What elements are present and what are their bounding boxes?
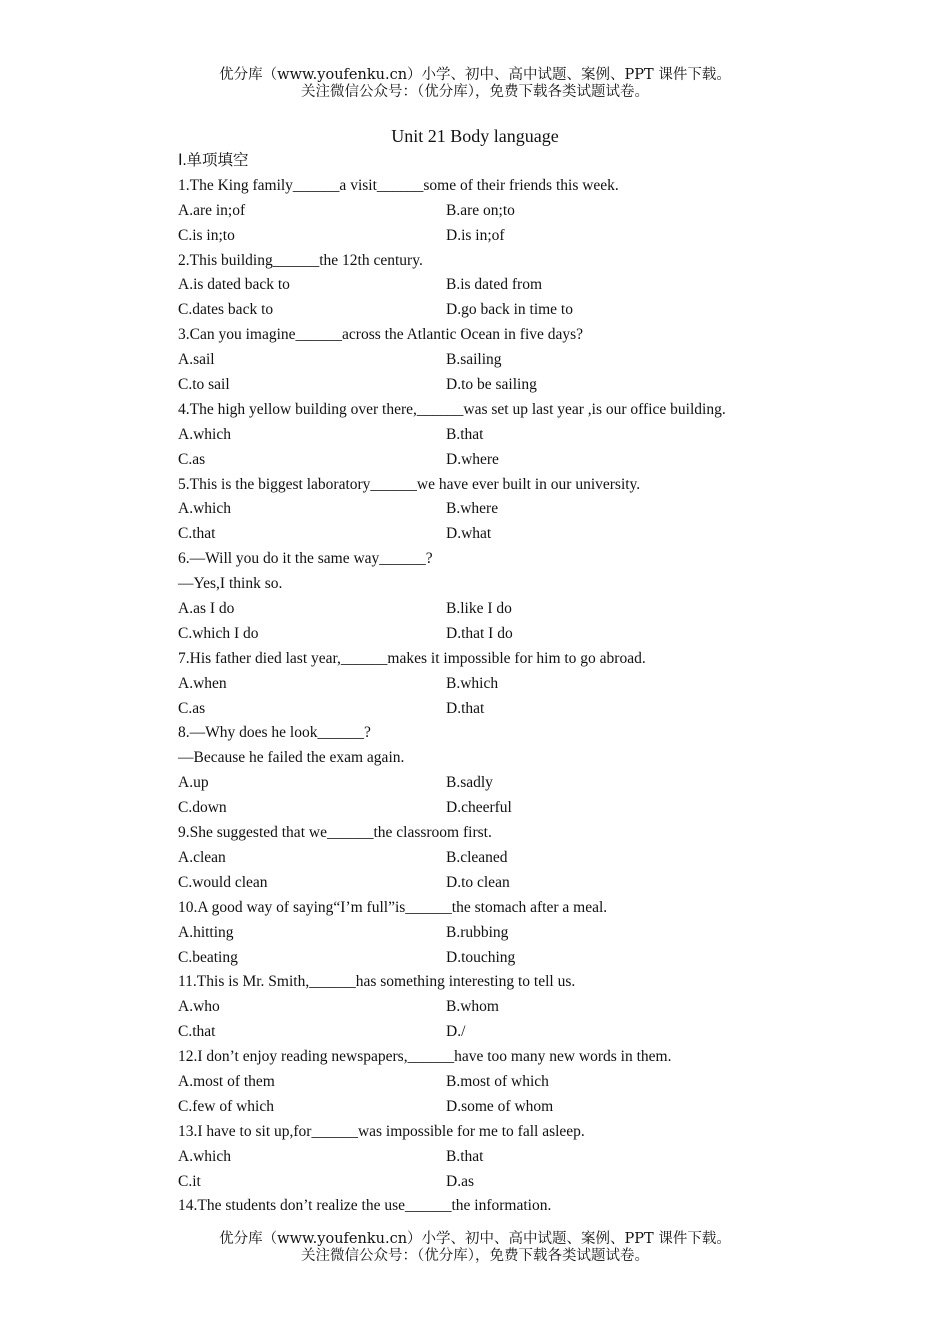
- answer-option: A.which: [178, 1147, 231, 1165]
- answer-option: C.as: [178, 699, 206, 717]
- option-row: [178, 597, 818, 622]
- answer-option: D.where: [446, 450, 499, 468]
- answer-option: D.cheerful: [446, 799, 512, 817]
- question-stem: 7.His father died last year,______makes it impossible for him to go abroad.: [178, 649, 646, 667]
- answer-option: C.would clean: [178, 873, 268, 891]
- answer-option: A.who: [178, 998, 220, 1016]
- section-heading: Ⅰ.单项填空: [178, 152, 249, 169]
- question-stem: 4.The high yellow building over there,______was set up last year ,is our office building.: [178, 400, 726, 418]
- option-row: [178, 871, 818, 896]
- option-row: [178, 1170, 818, 1195]
- answer-option: C.few of which: [178, 1097, 274, 1115]
- answer-option: D.to be sailing: [446, 376, 537, 394]
- answer-option: A.clean: [178, 848, 226, 866]
- page-header: [0, 67, 950, 101]
- footer-line-2: 关注微信公众号：（优分库），免费下载各类试题试卷。: [301, 1248, 649, 1264]
- answer-option: B.that: [446, 425, 484, 443]
- answer-option: D.go back in time to: [446, 301, 573, 319]
- option-row: [178, 1095, 818, 1120]
- answer-option: A.which: [178, 500, 231, 518]
- answer-option: B.where: [446, 500, 499, 518]
- question-stem: 10.A good way of saying“I’m full”is______the stomach after a meal.: [178, 898, 608, 916]
- answer-option: C.as: [178, 450, 206, 468]
- option-row: [178, 497, 818, 522]
- answer-option: D.some of whom: [446, 1097, 554, 1115]
- question-stem: 12.I don’t enjoy reading newspapers,______have too many new words in them.: [178, 1048, 672, 1066]
- option-row: [178, 995, 818, 1020]
- option-row: [178, 423, 818, 448]
- option-row: [178, 448, 818, 473]
- answer-option: B.whom: [446, 998, 499, 1016]
- option-row: [178, 273, 818, 298]
- question-stem: 2.This building______the 12th century.: [178, 251, 423, 269]
- option-row: [178, 298, 818, 323]
- answer-option: A.when: [178, 674, 227, 692]
- answer-option: A.up: [178, 774, 209, 792]
- answer-option: D.to clean: [446, 873, 510, 891]
- header-line-2: 关注微信公众号：（优分库），免费下载各类试题试卷。: [301, 84, 649, 100]
- option-row: [178, 697, 818, 722]
- answer-option: C.that: [178, 525, 216, 543]
- question-dialogue-line: —Because he failed the exam again.: [178, 749, 405, 767]
- answer-option: A.which: [178, 425, 231, 443]
- option-row: [178, 373, 818, 398]
- answer-option: B.sadly: [446, 774, 493, 792]
- page-title: Unit 21 Body language: [391, 126, 559, 146]
- answer-option: B.which: [446, 674, 499, 692]
- answer-option: D.as: [446, 1172, 474, 1190]
- answer-option: A.most of them: [178, 1072, 275, 1090]
- answer-option: D.touching: [446, 948, 516, 966]
- answer-option: D.that I do: [446, 624, 513, 642]
- answer-option: A.as I do: [178, 600, 235, 618]
- answer-option: C.is in;to: [178, 226, 235, 244]
- option-row: [178, 1020, 818, 1045]
- question-list: [178, 149, 818, 1219]
- answer-option: C.down: [178, 799, 227, 817]
- option-row: [178, 771, 818, 796]
- answer-option: C.it: [178, 1172, 201, 1190]
- answer-option: C.to sail: [178, 376, 230, 394]
- answer-option: B.sailing: [446, 351, 502, 369]
- answer-option: B.rubbing: [446, 923, 509, 941]
- option-row: [178, 921, 818, 946]
- answer-option: A.are in;of: [178, 201, 246, 219]
- answer-option: A.hitting: [178, 923, 234, 941]
- question-dialogue-line: —Yes,I think so.: [178, 575, 283, 593]
- answer-option: C.beating: [178, 948, 238, 966]
- answer-option: C.that: [178, 1023, 216, 1041]
- question-stem: 3.Can you imagine______across the Atlantic Ocean in five days?: [178, 326, 584, 344]
- question-stem: 13.I have to sit up,for______was impossible for me to fall asleep.: [178, 1122, 585, 1140]
- question-stem: 8.—Why does he look______?: [178, 724, 371, 742]
- answer-option: A.is dated back to: [178, 276, 290, 294]
- question-stem: 5.This is the biggest laboratory______we have ever built in our university.: [178, 475, 641, 493]
- option-row: [178, 522, 818, 547]
- question-stem: 1.The King family______a visit______some of their friends this week.: [178, 176, 619, 194]
- option-row: [178, 672, 818, 697]
- option-row: [178, 224, 818, 249]
- answer-option: B.are on;to: [446, 201, 515, 219]
- option-row: [178, 796, 818, 821]
- option-row: [178, 846, 818, 871]
- header-line-1: 优分库（www.youfenku.cn）小学、初中、高中试题、案例、PPT 课件下载。: [219, 67, 731, 83]
- question-stem: 6.—Will you do it the same way______?: [178, 550, 433, 568]
- question-stem: 14.The students don’t realize the use______the information.: [178, 1197, 552, 1215]
- answer-option: B.is dated from: [446, 276, 542, 294]
- option-row: [178, 348, 818, 373]
- question-stem: 9.She suggested that we______the classroom first.: [178, 824, 492, 842]
- answer-option: C.dates back to: [178, 301, 274, 319]
- answer-option: C.which I do: [178, 624, 259, 642]
- answer-option: D./: [446, 1023, 466, 1041]
- page-footer: [0, 1231, 950, 1265]
- answer-option: D.is in;of: [446, 226, 505, 244]
- answer-option: B.cleaned: [446, 848, 508, 866]
- answer-option: D.that: [446, 699, 485, 717]
- option-row: [178, 199, 818, 224]
- answer-option: B.most of which: [446, 1072, 549, 1090]
- option-row: [178, 946, 818, 971]
- footer-line-1: 优分库（www.youfenku.cn）小学、初中、高中试题、案例、PPT 课件下载。: [219, 1231, 731, 1247]
- answer-option: D.what: [446, 525, 492, 543]
- question-stem: 11.This is Mr. Smith,______has something interesting to tell us.: [178, 973, 576, 991]
- answer-option: B.like I do: [446, 600, 512, 618]
- option-row: [178, 1145, 818, 1170]
- answer-option: A.sail: [178, 351, 215, 369]
- answer-option: B.that: [446, 1147, 484, 1165]
- option-row: [178, 622, 818, 647]
- option-row: [178, 1070, 818, 1095]
